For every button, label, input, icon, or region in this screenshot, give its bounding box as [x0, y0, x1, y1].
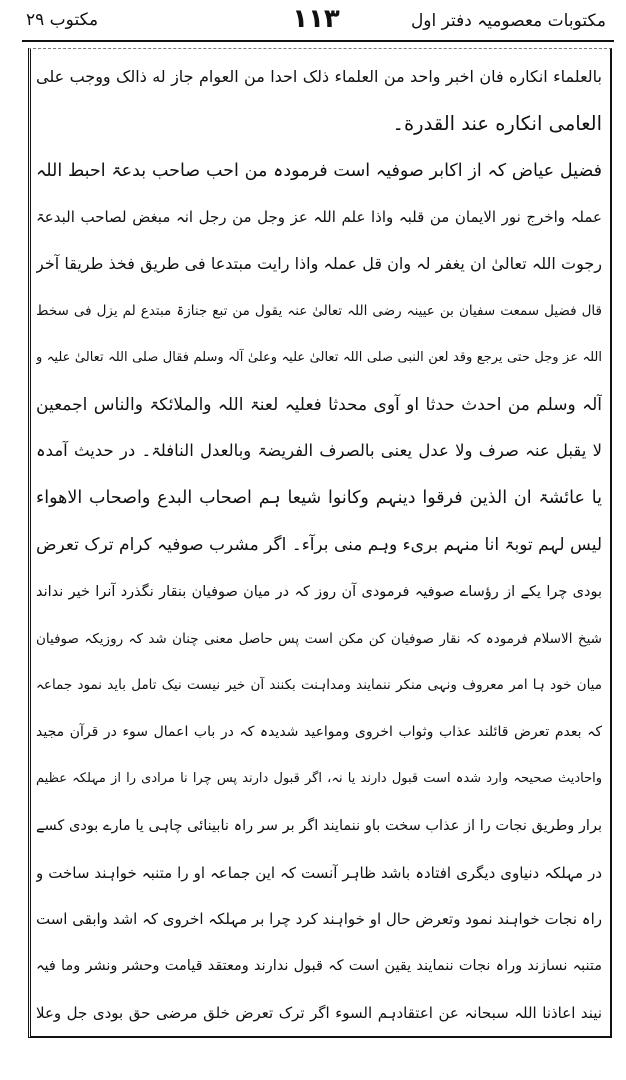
text-line: شیخ الاسلام فرمودہ کہ نقار صوفیان کن مکن است پس حاصل معنی چنان شد کہ روزیکہ صوفیان	[36, 630, 602, 647]
text-line: بالعلماء انکاره فان اخبر واحد من العلماء ذلک احدا من العوام جاز له ذالک ووجب علی	[36, 67, 602, 86]
text-line: نیند اعاذنا اللہ سبحانہ عن اعتقادہم السوء اگر ترک تعرض خلق مرضی حق بودی جل وعلا	[36, 1003, 602, 1022]
text-line: یا عائشۃ ان الذین فرقوا دینہم وکانوا شیعا ہم اصحاب البدع واصحاب الاھواء	[36, 488, 602, 509]
text-line: رجوت اللہ تعالیٰ ان یغفر لہ وان قل عملہ واذا رایت مبتدعا فی طریق فخذ طریقا آخر	[36, 254, 602, 274]
text-line: در مہلکہ دنیاوی دیگری افتادہ باشد ظاہر آنست کہ این جماعہ او را متنبہ خواہند ساخت و	[36, 863, 602, 882]
letter-label: مکتوب ۲۹	[26, 10, 99, 30]
book-title: مکتوبات معصومیہ دفتر اول	[410, 11, 606, 31]
text-line: لیس لہم توبۃ انا منہم بریء وہم منی برآء۔ اگر مشرب صوفیہ کرام ترک تعرض	[36, 534, 602, 555]
text-line: میان خود ہا امر معروف ونہی منکر ننمایند ومداہنت بکنند آن خیر نیست نیک تامل باید نمود جماعہ	[36, 677, 602, 694]
text-line: کہ بعدم تعرض قائلند عذاب وثواب اخروی ومواعید شدیدہ کہ در باب اعمال سوء در قرآن مجید	[36, 724, 602, 741]
page-number: ۱۱۳	[292, 4, 340, 34]
text-line: راہ نجات خواہند نمود وتعرض حال او خواہند کرد چرا بر مہلکہ اخروی کہ اشد وابقی است	[36, 910, 602, 929]
text-line: لا یقبل عنہ صرف ولا عدل یعنی بالصرف الفریضۃ وبالعدل النافلۃ۔ در حدیث آمدہ	[36, 441, 602, 461]
body-text	[36, 54, 602, 1037]
text-line: عملہ واخرج نور الایمان من قلبہ واذا علم اللہ عز وجل من رجل انہ مبغض لصاحب البدعۃ	[36, 208, 602, 227]
text-line: فضیل عیاض کہ از اکابر صوفیہ است فرمودہ من احب صاحب بدعۃ احبط اللہ	[36, 160, 602, 181]
text-line: بودی چرا یکے از رؤساے صوفیہ فرمودی آن روز کہ در میان صوفیان بنقار نگذرد آنرا خیر نداند	[36, 583, 602, 600]
text-line: العامی انکاره عند القدرة۔	[392, 111, 602, 135]
text-line: برار وطریق نجات را از عذاب سخت باو ننمایند اگر بر سر راہ نابینائی چاہی یا مارے بودی کسے	[36, 817, 602, 834]
text-line: متنبہ نسازند وراہ نجات ننمایند یقین است کہ قبول ندارند ومعتقد قیامت وحشر ونشر وما فیہ	[36, 958, 602, 975]
page-header	[22, 4, 610, 38]
header-rule	[22, 40, 614, 42]
text-line: قال فضیل سمعت سفیان بن عیینہ رضی اللہ تعالیٰ عنہ یقول من تبع جنازۃ مبتدع لم یزل فی سخط	[36, 302, 602, 319]
text-line: اللہ عز وجل حتی یرجع وقد لعن النبی صلی اللہ تعالیٰ علیہ وعلیٰ آلہ وسلم فقال صلی اللہ تعالیٰ علیہ و	[36, 349, 602, 365]
text-line: واحادیث صحیحہ وارد شدہ است قبول دارند یا نہ، اگر قبول دارند پس چرا نا مرادی را از مہلکہ عظیم	[36, 770, 602, 786]
text-line: آلہ وسلم من احدث حدثا او آوی محدثا فعلیہ لعنۃ اللہ والملائکۃ والناس اجمعین	[36, 394, 602, 415]
